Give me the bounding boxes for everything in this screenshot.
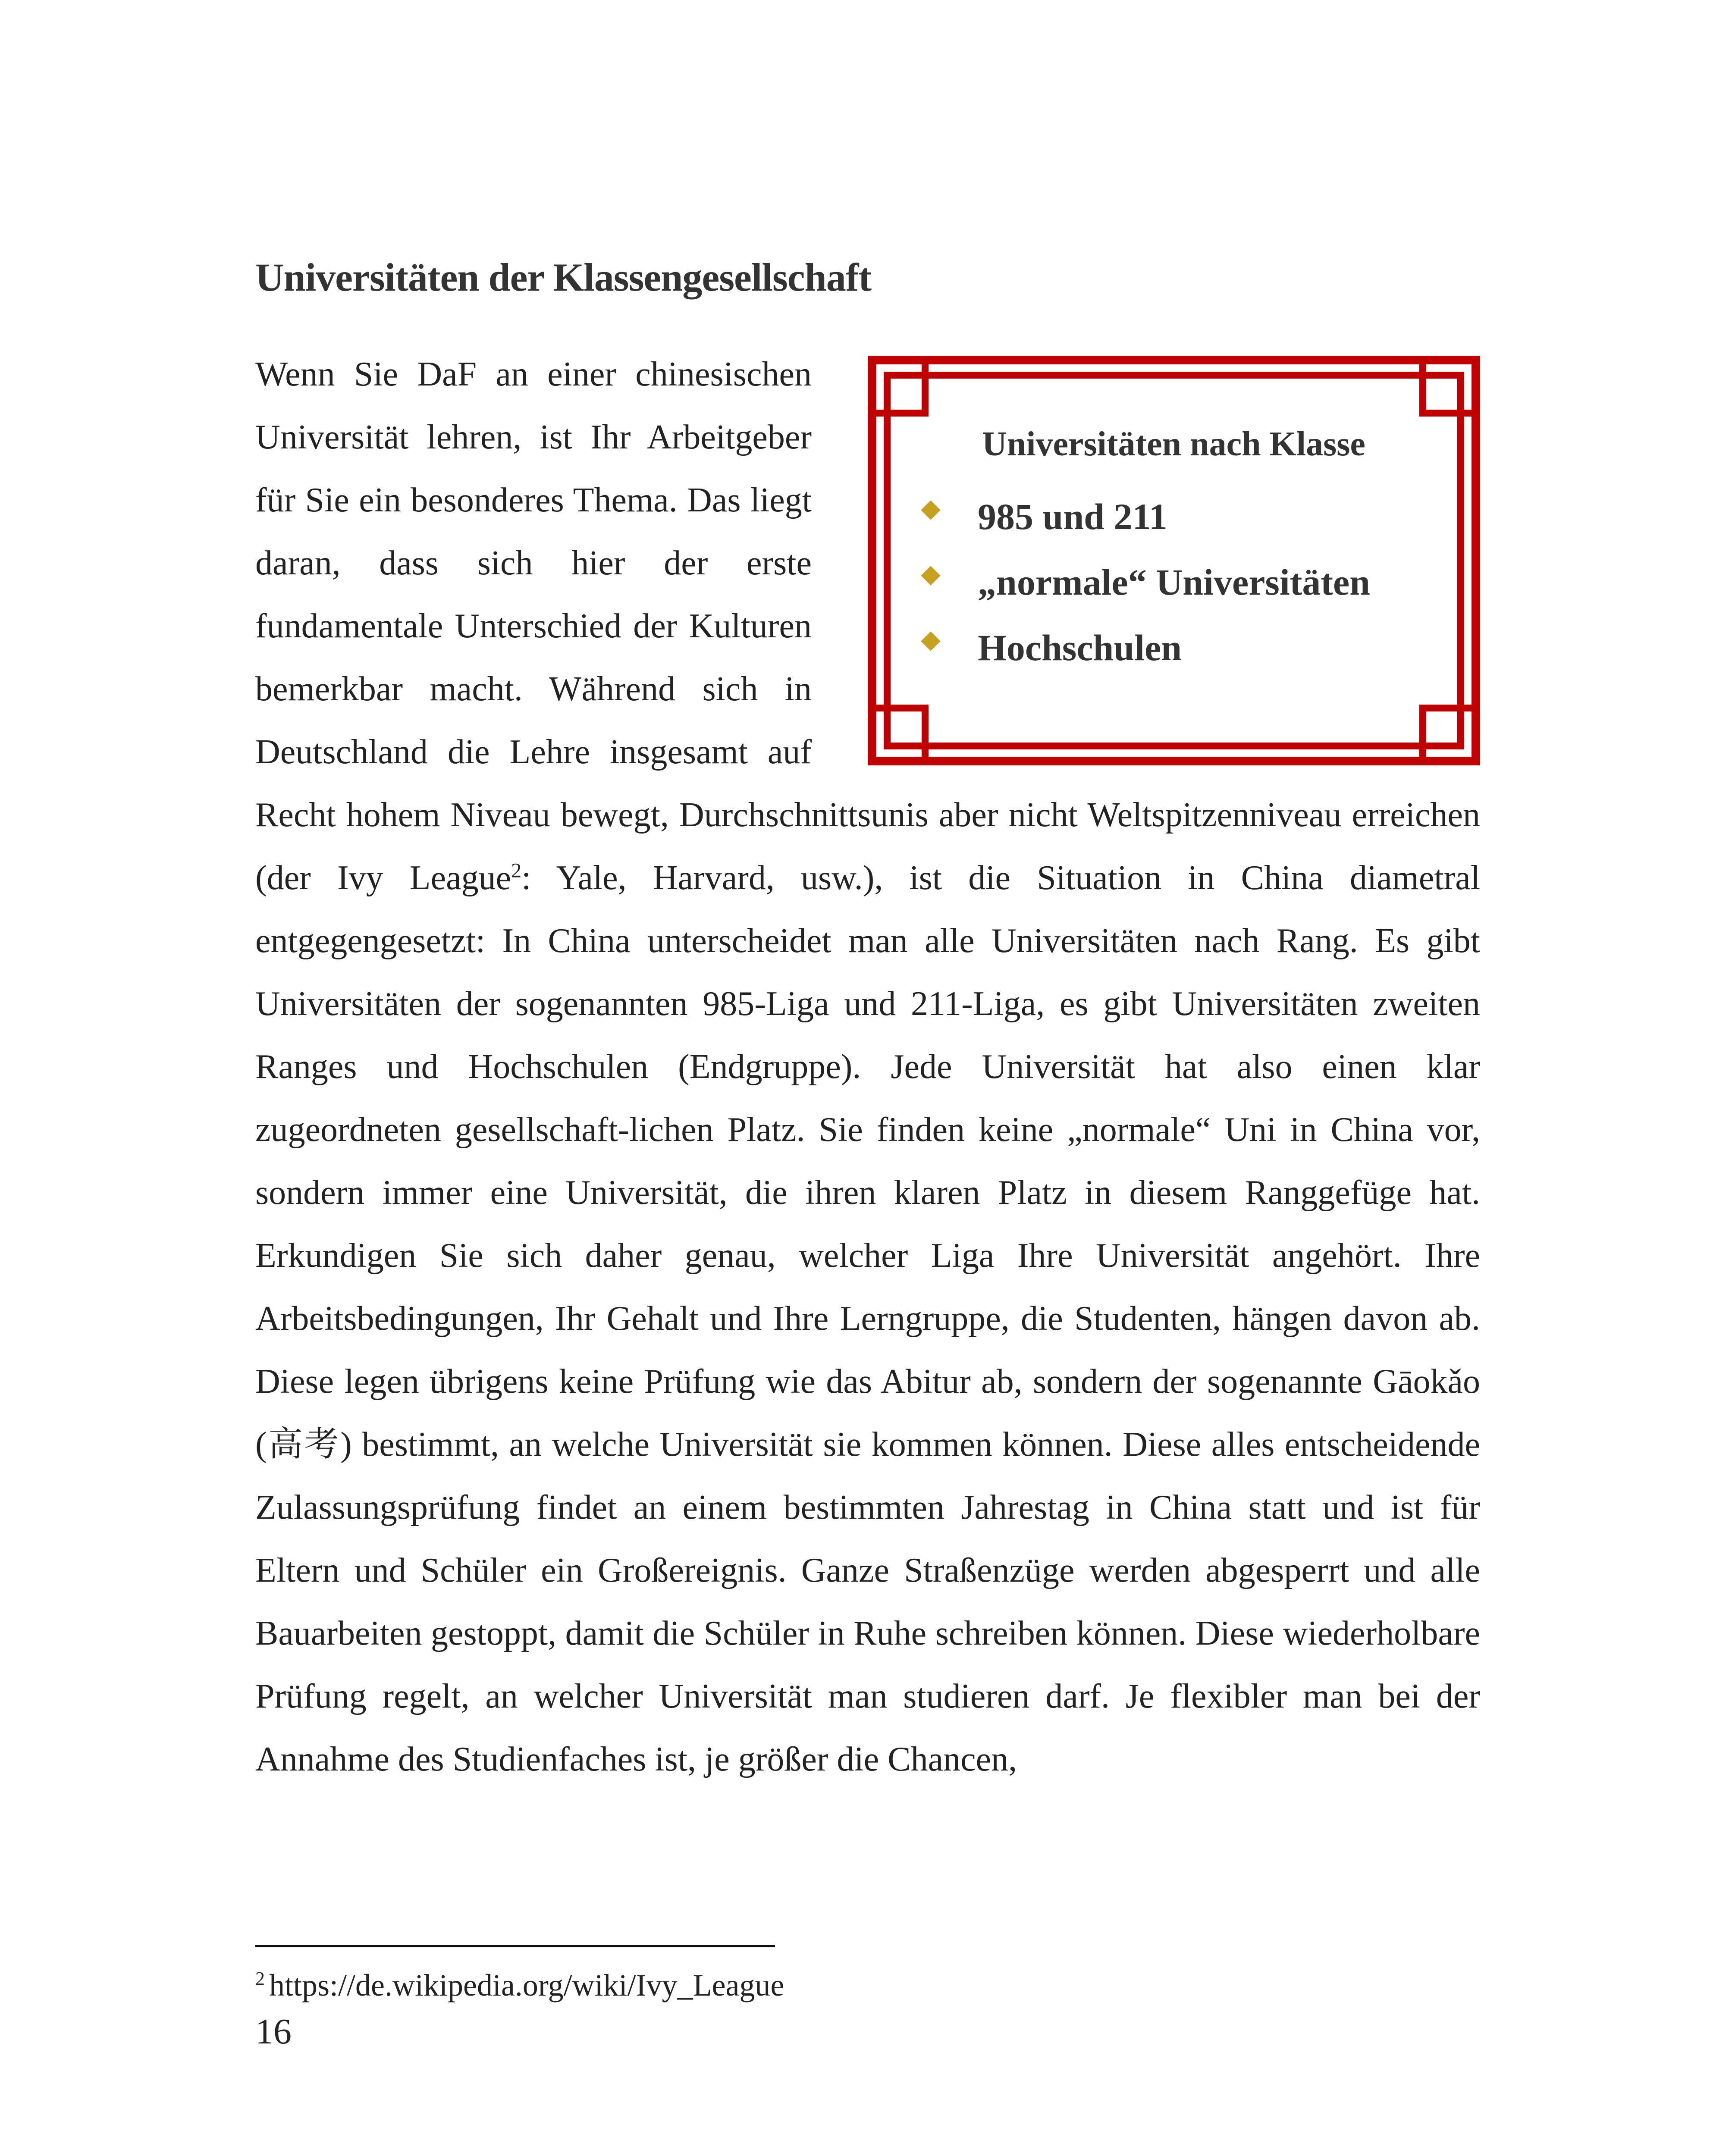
sidebar-item-label: Hochschulen [978, 627, 1182, 668]
sidebar-item-label: 985 und 211 [978, 496, 1167, 537]
decorative-frame [868, 356, 1480, 765]
footnote [255, 1970, 784, 2001]
frame-border [868, 356, 1480, 765]
sidebar-item-label: „normale“ Universitäten [978, 561, 1371, 603]
body-text-part-2: : Yale, Harvard, usw.), ist die Situation in China diametral entgegengesetzt: In China unterscheidet man alle Universitäten nach Rang. Es gibt Universitäten der sogenannten 985-Liga und 211-Liga, es gibt Universitäten zweiten Ranges und Hochschulen (Endgruppe). Jede Universität hat also einen klar zugeordneten gesellschaft-lichen Platz. Sie finden keine „normale“ Uni in China vor, sondern immer eine Universität, die ihren klaren Platz in diesem Ranggefüge hat. Erkundigen Sie sich daher genau, welcher Liga Ihre Universität angehört. Ihre Arbeitsbedingungen, Ihr Gehalt und Ihre Lerngruppe, die Studenten, hängen davon ab. Diese legen übrigens keine Prüfung wie das Abitur ab, sondern der sogenannte Gāokǎo (高考) bestimmt, an welche Universität sie kommen können. Diese alles entscheidende Zulassungsprüfung findet an einem bestimmten Jahrestag in China statt und ist für Eltern und Schüler ein Großereignis. Ganze Straßenzüge werden abgesperrt und alle Bauarbeiten gestoppt, damit die Schüler in Ruhe schreiben können. Diese wiederholbare Prüfung regelt, an welcher Universität man studieren darf. Je flexibler man bei der Annahme des Studienfaches ist, je größer die Chancen, [255, 859, 1480, 1778]
body-text-part-1: Wenn Sie DaF an einer chinesischen Universität lehren, ist Ihr Arbeitgeber für Sie ein besonderes Thema. Das liegt daran, dass sich hier der erste fundamentale Unterschied der Kulturen bemerkbar macht. Während sich in Deutschland die Lehre insgesamt auf Recht hohem Niveau bewegt, Durchschnittsunis aber nicht Weltspitzenniveau erreichen (der Ivy League [255, 355, 1480, 897]
page-number: 16 [255, 2012, 292, 2052]
footnote-divider [255, 1945, 775, 1947]
sidebar-box [838, 343, 1480, 774]
sidebar-title: Universitäten nach Klasse [982, 425, 1365, 463]
footnote-link[interactable]: https://de.wikipedia.org/wiki/Ivy_League [269, 1968, 784, 2002]
footnote-marker: 2 [255, 1968, 265, 1989]
section-heading: Universitäten der Klassengesellschaft [255, 255, 872, 299]
body-paragraph [255, 343, 1480, 1791]
footnote-reference[interactable]: 2 [511, 859, 522, 882]
